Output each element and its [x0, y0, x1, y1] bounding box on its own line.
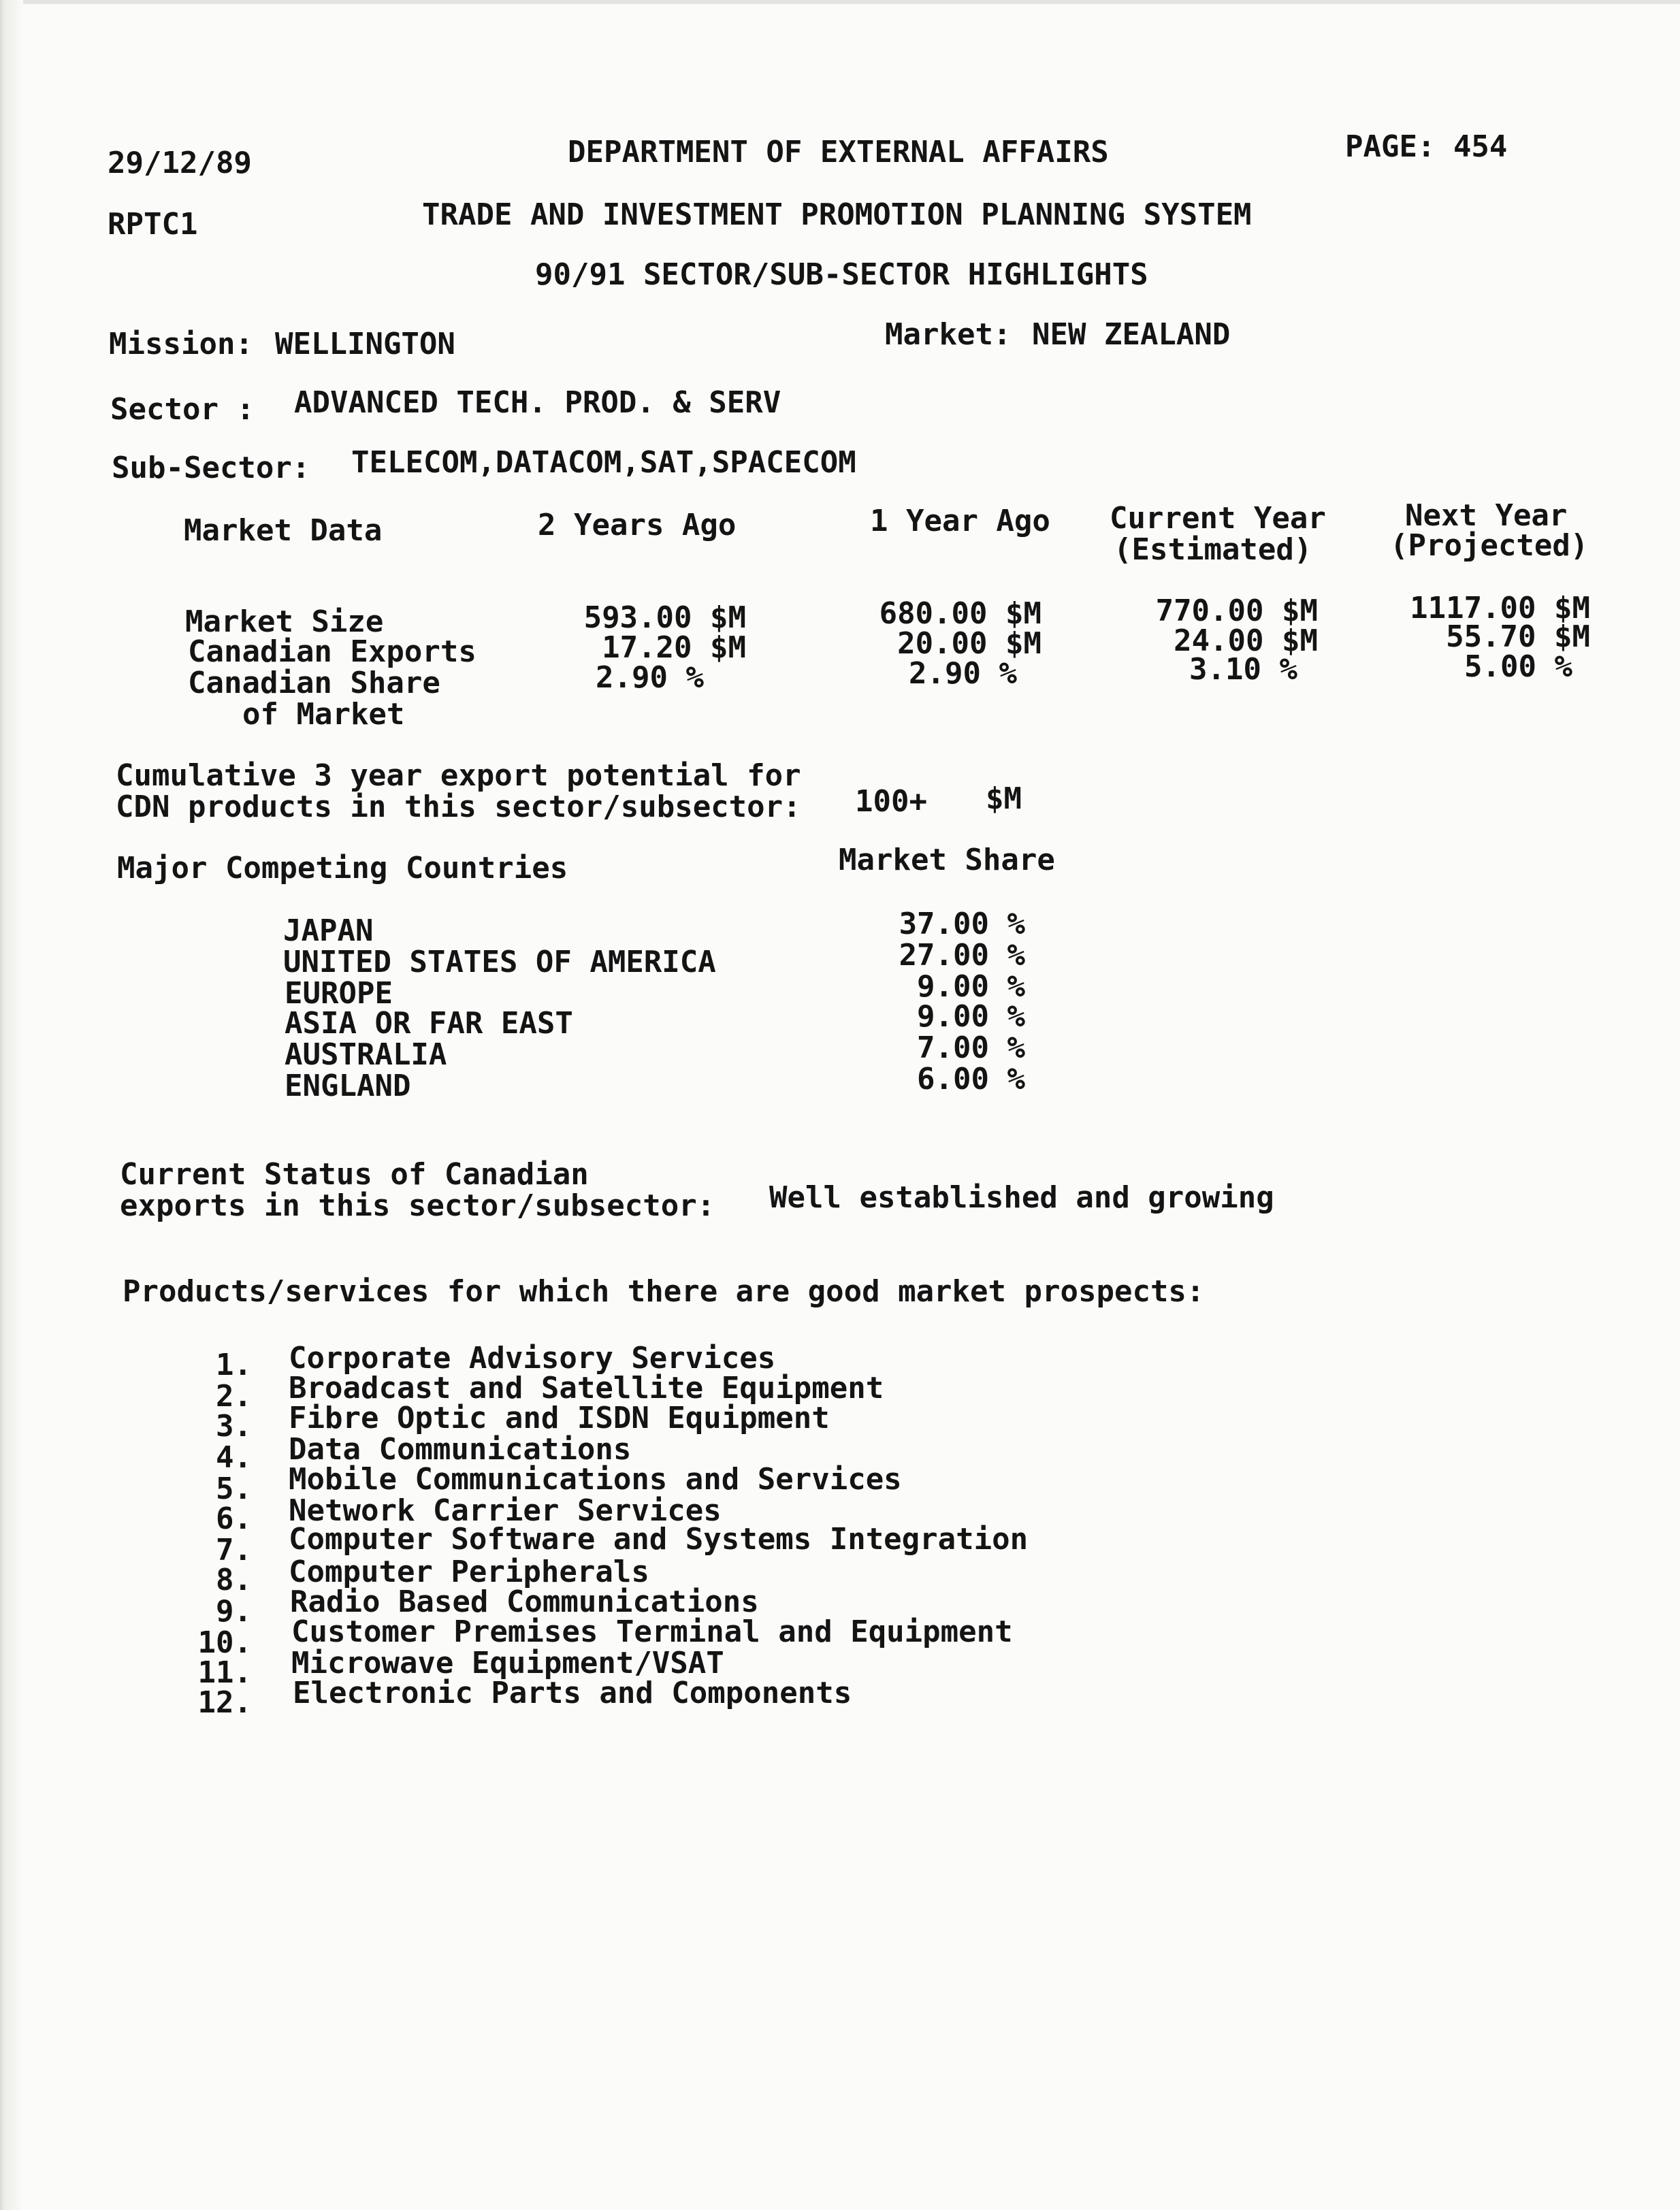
competitor-share: 37.00 % [899, 907, 1025, 941]
item-number: 6. [216, 1501, 252, 1536]
row-label-continued: of Market [242, 697, 405, 732]
item-number: 9. [216, 1594, 252, 1629]
prospects-header: Products/services for which there are good market prospects: [123, 1274, 1205, 1309]
table-cell: 17.20 $M [602, 630, 746, 665]
competitor-country: EUROPE [285, 976, 393, 1011]
item-text: Customer Premises Terminal and Equipment [291, 1614, 1013, 1649]
competitor-share: 7.00 % [917, 1030, 1025, 1065]
item-text: Corporate Advisory Services [289, 1341, 776, 1376]
market-label: Market: [885, 317, 1012, 352]
mission-label: Mission: [109, 327, 253, 361]
department-name: DEPARTMENT OF EXTERNAL AFFAIRS [568, 135, 1109, 169]
status-line-1: Current Status of Canadian [120, 1157, 589, 1192]
column-subheader-projected: (Projected) [1390, 528, 1589, 563]
row-label: Canadian Exports [188, 634, 476, 669]
table-cell: 3.10 % [1189, 652, 1297, 687]
table-cell: 680.00 $M [879, 596, 1041, 631]
item-text: Mobile Communications and Services [289, 1462, 902, 1497]
page-number: PAGE: 454 [1345, 129, 1508, 164]
sector-label: Sector : [110, 392, 255, 427]
row-label: Market Size [185, 604, 384, 639]
row-label: Canadian Share [188, 666, 440, 700]
potential-line-2: CDN products in this sector/subsector: [116, 790, 801, 824]
item-text: Computer Software and Systems Integration [289, 1522, 1029, 1557]
table-cell: 770.00 $M [1155, 594, 1318, 628]
market-share-header: Market Share [839, 843, 1055, 877]
item-number: 1. [216, 1348, 252, 1382]
competitor-country: JAPAN [283, 913, 374, 948]
market-value: NEW ZEALAND [1032, 317, 1231, 352]
item-number: 5. [216, 1472, 252, 1506]
status-line-2: exports in this sector/subsector: [120, 1188, 715, 1223]
item-text: Broadcast and Satellite Equipment [289, 1371, 884, 1405]
item-text: Microwave Equipment/VSAT [291, 1646, 724, 1680]
item-number: 7. [216, 1533, 252, 1567]
competitor-country: ASIA OR FAR EAST [285, 1006, 573, 1041]
item-number: 8. [216, 1563, 252, 1597]
item-text: Radio Based Communications [290, 1585, 759, 1619]
column-header-1-year-ago: 1 Year Ago [870, 504, 1050, 538]
competitor-share: 9.00 % [917, 999, 1025, 1034]
column-subheader-estimated: (Estimated) [1114, 532, 1312, 567]
report-title: 90/91 SECTOR/SUB-SECTOR HIGHLIGHTS [535, 257, 1148, 292]
market-data-header: Market Data [184, 513, 383, 548]
column-header-next-year: Next Year [1405, 498, 1568, 533]
competitor-country: AUSTRALIA [285, 1037, 447, 1072]
scan-edge [0, 0, 23, 2210]
potential-value: 100+ [855, 784, 927, 819]
subsector-label: Sub-Sector: [112, 451, 310, 485]
sector-value: ADVANCED TECH. PROD. & SERV [294, 385, 781, 420]
item-number: 2. [216, 1379, 252, 1414]
table-cell: 5.00 % [1464, 649, 1572, 684]
item-number: 11. [197, 1655, 252, 1690]
scan-top-line [23, 0, 1680, 4]
table-cell: 2.90 % [909, 656, 1017, 691]
column-header-2-years-ago: 2 Years Ago [538, 508, 737, 542]
potential-unit: $M [986, 781, 1022, 816]
report-date: 29/12/89 [108, 146, 252, 180]
table-cell: 593.00 $M [583, 600, 746, 635]
column-header-current-year: Current Year [1110, 501, 1326, 536]
item-text: Fibre Optic and ISDN Equipment [289, 1401, 830, 1435]
item-text: Network Carrier Services [289, 1493, 722, 1528]
competitor-share: 9.00 % [917, 969, 1025, 1004]
table-cell: 24.00 $M [1174, 623, 1318, 658]
competitor-share: 27.00 % [899, 938, 1025, 973]
status-value: Well established and growing [769, 1180, 1274, 1215]
item-text: Data Communications [289, 1432, 632, 1467]
competitor-country: ENGLAND [285, 1069, 411, 1103]
item-text: Computer Peripherals [289, 1555, 649, 1589]
table-cell: 2.90 % [596, 660, 704, 695]
potential-line-1: Cumulative 3 year export potential for [116, 758, 801, 793]
competitor-share: 6.00 % [917, 1062, 1025, 1096]
table-cell: 55.70 $M [1446, 619, 1590, 654]
competitor-country: UNITED STATES OF AMERICA [283, 945, 716, 979]
item-text: Electronic Parts and Components [293, 1676, 852, 1710]
table-cell: 20.00 $M [897, 626, 1041, 661]
mission-value: WELLINGTON [275, 327, 455, 361]
item-number: 4. [216, 1440, 252, 1475]
competitors-header: Major Competing Countries [117, 851, 568, 885]
system-name: TRADE AND INVESTMENT PROMOTION PLANNING SYSTEM [422, 197, 1252, 232]
item-number: 10. [197, 1625, 252, 1660]
table-cell: 1117.00 $M [1410, 591, 1590, 625]
subsector-value: TELECOM,DATACOM,SAT,SPACECOM [351, 445, 856, 480]
item-number: 3. [216, 1409, 252, 1444]
item-number: 12. [197, 1685, 252, 1720]
report-code: RPTC1 [108, 207, 198, 242]
